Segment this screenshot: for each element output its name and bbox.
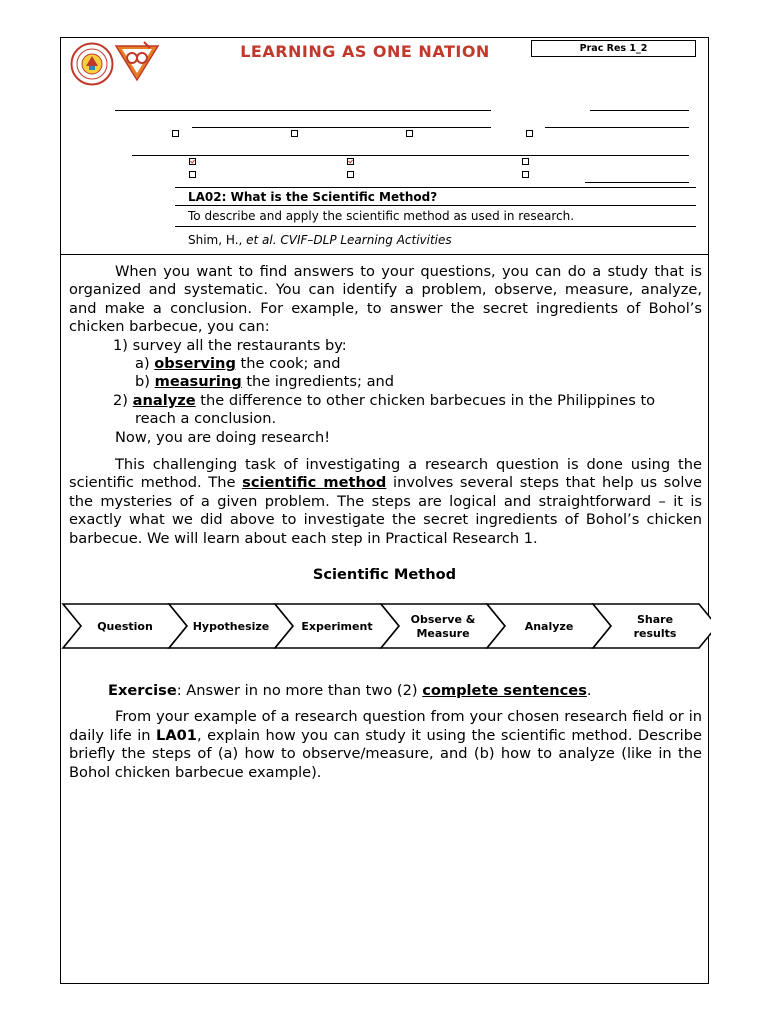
form-line [545, 127, 689, 128]
intro-section [69, 263, 702, 447]
exercise-instruction: Exercise: Answer in no more than two (2) complete sentences. [108, 682, 592, 699]
exercise-section [69, 682, 702, 782]
list-item: b) measuring the ingredients; and [135, 373, 395, 391]
method-section [69, 456, 702, 548]
form-line [132, 155, 689, 156]
document-code: Prac Res 1_2 [531, 40, 696, 57]
flow-step-label: Experiment [301, 620, 373, 633]
flow-step [275, 604, 399, 648]
flow-step-label: Hypothesize [192, 620, 270, 633]
list-item: a) observing the cook; and [135, 355, 341, 373]
divider [175, 205, 696, 206]
checkbox[interactable] [347, 171, 354, 178]
checkbox[interactable] [522, 171, 529, 178]
exercise-prompt: From your example of a research question from your chosen research field or in daily life in LA01, explain how you can study it using the scientific method. Describe briefly the steps of (a) how to observe/measure, and (b) how to analyze (like in the Bohol chicken barbecue example). [69, 708, 702, 781]
flow-step [63, 604, 187, 648]
dlp-logo [114, 40, 160, 82]
flow-step [593, 604, 711, 648]
flow-step-label: Measure [416, 627, 470, 640]
flow-chevron [381, 604, 505, 648]
flow-step [169, 604, 293, 648]
checkbox[interactable] [526, 130, 533, 137]
divider [175, 187, 696, 188]
form-line [115, 110, 491, 111]
list-item: 1) survey all the restaurants by: [113, 336, 347, 354]
checkbox[interactable] [172, 130, 179, 137]
checkbox[interactable] [189, 171, 196, 178]
flow-step-label: Analyze [524, 620, 574, 633]
flow-step-label: results [633, 627, 677, 640]
divider [175, 226, 696, 227]
flow-step-label: Observe & [410, 613, 476, 626]
flow-step [487, 604, 611, 648]
page-title: LEARNING AS ONE NATION [240, 42, 490, 61]
checkbox[interactable] [291, 130, 298, 137]
flow-step [381, 604, 505, 648]
divider [60, 254, 709, 255]
checkbox[interactable] [406, 130, 413, 137]
activity-reference: Shim, H., et al. CVIF–DLP Learning Activities [188, 233, 452, 247]
list-item-continued: reach a conclusion. [135, 410, 277, 428]
method-paragraph: This challenging task of investigating a research question is done using the scientific method. The scientific method involves several steps that help us solve the mysteries of a given problem. The steps are logical and straightforward – it is exactly what we did above to investigate the secret ingredients of Bohol’s chicken barbecue. We will learn about each step in Practical Research 1. [69, 456, 702, 547]
activity-objective: To describe and apply the scientific method as used in research. [188, 209, 575, 223]
checkbox-checked[interactable] [347, 158, 354, 165]
checkbox-checked[interactable] [189, 158, 196, 165]
closing-line: Now, you are doing research! [115, 428, 331, 446]
activity-title: LA02: What is the Scientific Method? [188, 190, 438, 204]
form-line [192, 127, 491, 128]
form-line [590, 110, 689, 111]
form-line [585, 182, 689, 183]
flow-step-label: Share [636, 613, 674, 626]
school-seal-logo [70, 42, 114, 86]
flow-step-label: Question [97, 620, 153, 633]
intro-paragraph: When you want to find answers to your questions, you can do a study that is organized and systematic. You can identify a problem, observe, measure, analyze, and make a conclusion. For example, to answer the secret ingredients of Bohol’s chicken barbecue, you can: [69, 263, 702, 336]
list-item: 2) analyze the difference to other chicken barbecues in the Philippines to [113, 391, 656, 409]
flow-chevron [593, 604, 711, 648]
checkbox[interactable] [522, 158, 529, 165]
scientific-method-flow [60, 602, 711, 650]
flow-title: Scientific Method [312, 566, 457, 583]
